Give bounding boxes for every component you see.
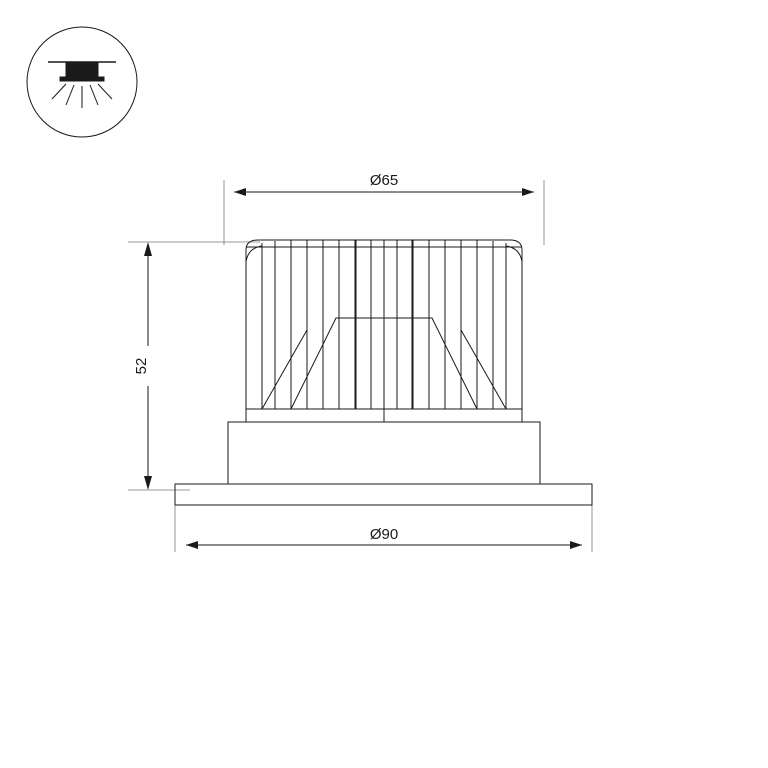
dimension-flange-width — [186, 525, 582, 549]
recessed-mount-symbol-icon — [27, 27, 137, 137]
dimension-top-width — [234, 171, 534, 196]
dimension-height — [133, 242, 156, 490]
dimension-label-top: Ø65 — [369, 172, 399, 189]
luminaire-outline — [175, 240, 592, 505]
dimension-label-bottom: Ø90 — [369, 526, 399, 543]
dimension-label-height: 52 — [133, 357, 150, 375]
